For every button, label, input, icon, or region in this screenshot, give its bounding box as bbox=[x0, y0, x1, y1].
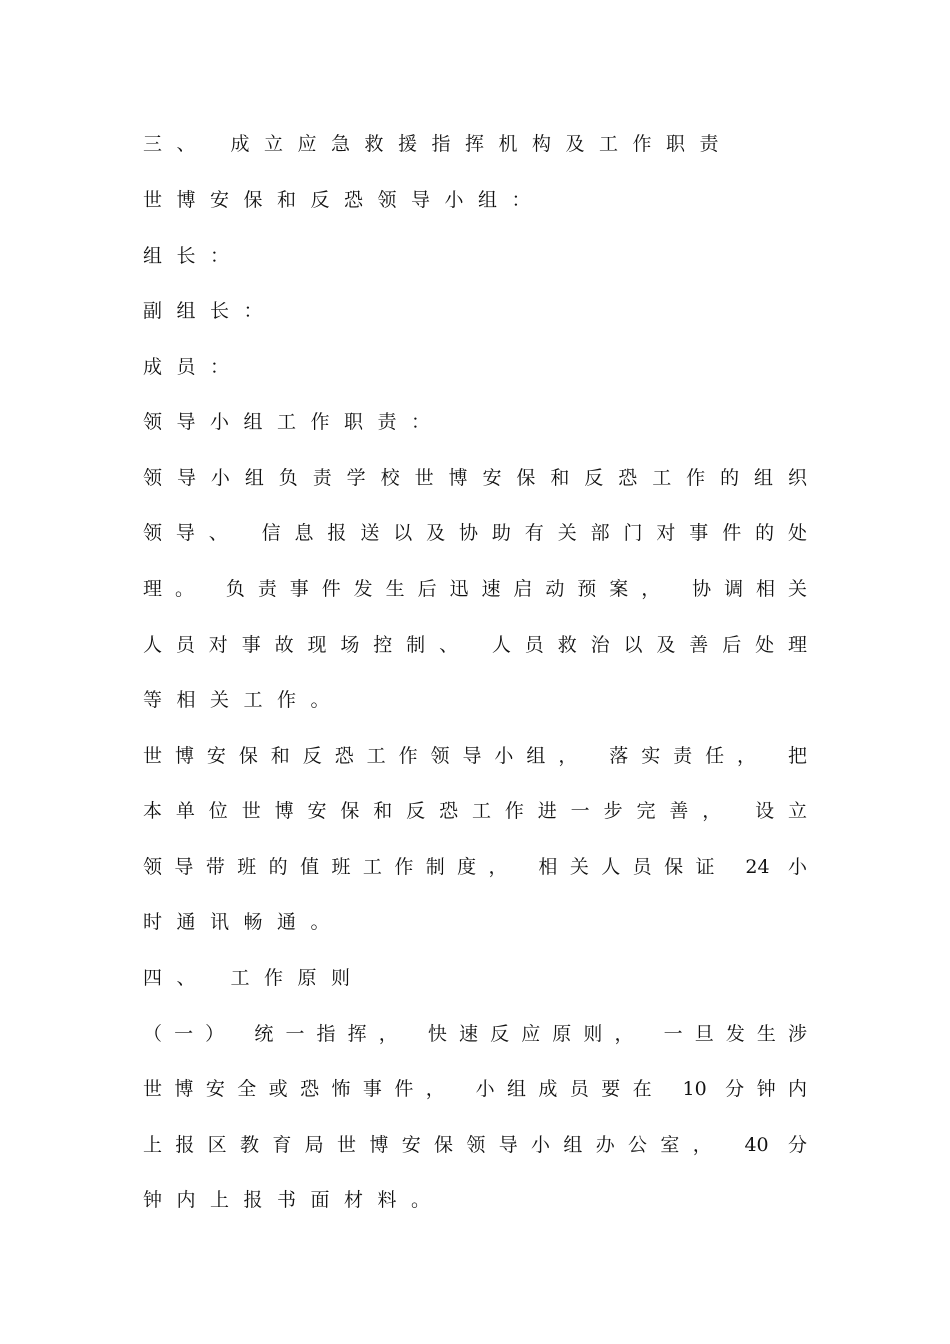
paragraph-line: 上报区教育局世博安保领导小组办公室， 40 分 bbox=[143, 1134, 807, 1156]
paragraph-line: （一） 统一指挥， 快速反应原则， 一旦发生涉 bbox=[143, 1023, 807, 1045]
paragraph-line: 理。 负责事件发生后迅速启动预案， 协调相关 bbox=[143, 578, 807, 600]
paragraph-line: 领导带班的值班工作制度， 相关人员保证 24 小 bbox=[143, 856, 807, 878]
section-heading-4: 四、 工作原则 bbox=[143, 967, 365, 989]
group-leader-label: 组长： bbox=[143, 245, 244, 267]
paragraph-line: 领导小组负责学校世博安保和反恐工作的组织 bbox=[143, 467, 807, 489]
paragraph-line: 世博安全或恐怖事件， 小组成员要在 10 分钟内 bbox=[143, 1078, 807, 1100]
deputy-leader-label: 副组长： bbox=[143, 300, 278, 322]
paragraph-line: 人员对事故现场控制、 人员救治以及善后处理 bbox=[143, 634, 807, 656]
paragraph-line: 时通讯畅通。 bbox=[143, 911, 345, 933]
duties-heading: 领导小组工作职责： bbox=[143, 411, 445, 433]
paragraph-line: 钟内上报书面材料。 bbox=[143, 1189, 445, 1211]
leadership-group-heading: 世博安保和反恐领导小组： bbox=[143, 189, 546, 211]
paragraph-line: 等相关工作。 bbox=[143, 689, 345, 711]
paragraph-line: 世博安保和反恐工作领导小组， 落实责任， 把 bbox=[143, 745, 807, 767]
paragraph-line: 领导、 信息报送以及协助有关部门对事件的处 bbox=[143, 522, 807, 544]
section-heading-3: 三、 成立应急救援指挥机构及工作职责 bbox=[143, 133, 734, 155]
members-label: 成员： bbox=[143, 356, 244, 378]
paragraph-line: 本单位世博安保和反恐工作进一步完善， 设立 bbox=[143, 800, 807, 822]
